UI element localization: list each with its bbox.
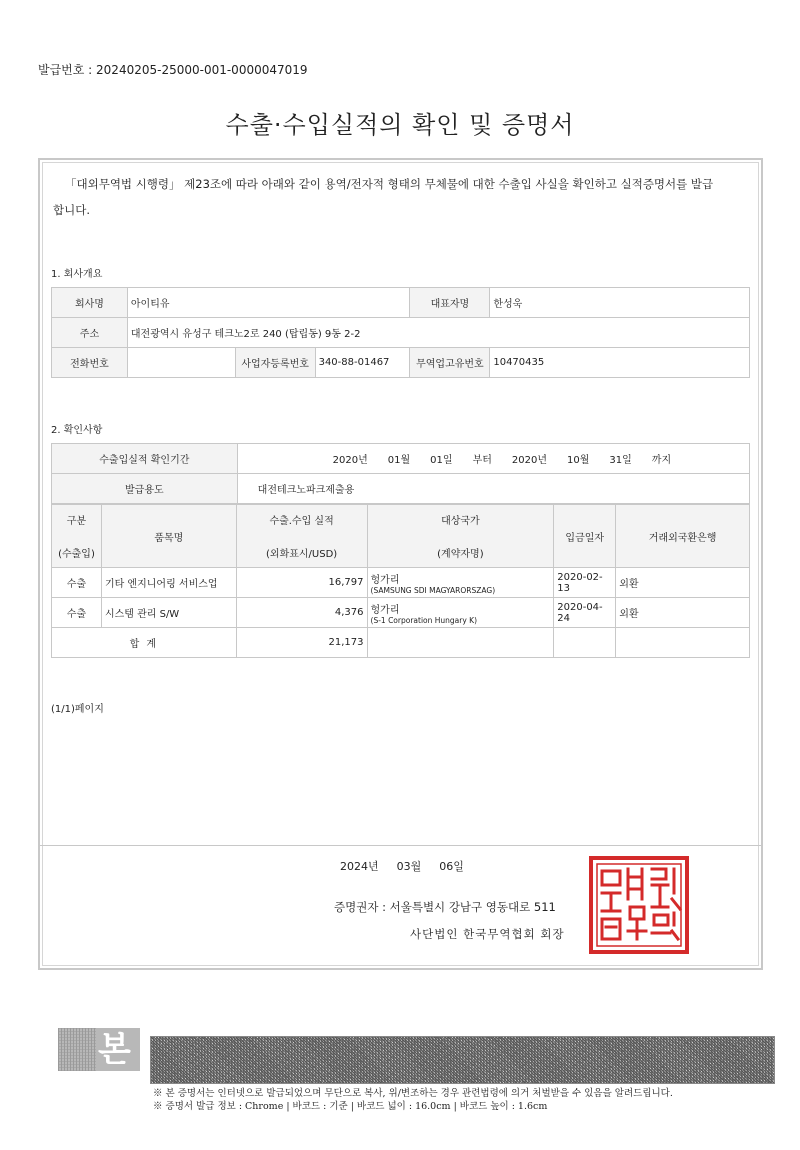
document-title: 수출·수입실적의 확인 및 증명서 <box>225 111 575 139</box>
record-country-name: 헝가리 <box>370 574 400 586</box>
section-company-label: 1. 회사개요 <box>51 269 103 280</box>
issue-number: 발급번호 : 20240205-25000-001-0000047019 <box>38 63 308 77</box>
header-amount-line2: (외화표시/USD) <box>266 549 338 560</box>
issuer-address: 증명권자 : 서울특별시 강남구 영동대로 511 <box>334 900 556 914</box>
association-name: 사단법인 한국무역협회 회장 <box>410 927 565 941</box>
period-start-month: 01월 <box>387 455 411 466</box>
record-type: 수출 <box>52 598 102 628</box>
record-country <box>367 568 554 598</box>
security-barcode <box>150 1036 775 1084</box>
cert-year: 2024년 <box>340 860 379 873</box>
record-bank: 외환 <box>616 598 750 628</box>
cert-month: 03월 <box>396 860 422 873</box>
address-label: 주소 <box>52 318 128 348</box>
header-amount <box>236 505 367 568</box>
header-type-line2: (수출입) <box>58 549 95 560</box>
period-end-day: 31일 <box>609 455 632 466</box>
record-contractor: (SAMSUNG SDI MAGYARORSZAG) <box>370 585 496 595</box>
section-confirm-label: 2. 확인사항 <box>51 425 103 436</box>
records-table <box>51 504 750 658</box>
confirm-table <box>51 443 750 504</box>
table-row <box>52 598 750 628</box>
record-country-name: 헝가리 <box>370 604 400 616</box>
intro-text-end: 합니다. <box>53 203 90 217</box>
company-table <box>51 287 750 378</box>
header-date: 입금일자 <box>554 505 616 568</box>
record-date: 2020-02-13 <box>554 568 616 598</box>
record-item: 기타 엔지니어링 서비스업 <box>101 568 236 598</box>
period-start-year: 2020년 <box>332 455 368 466</box>
period-end-year: 2020년 <box>511 455 547 466</box>
company-name-label: 회사명 <box>52 288 128 318</box>
period-from: 부터 <box>472 455 492 466</box>
header-item: 품목명 <box>101 505 236 568</box>
representative-label: 대표자명 <box>410 288 490 318</box>
official-seal-icon <box>588 855 690 955</box>
header-amount-line1: 수출.수입 실적 <box>269 516 334 527</box>
certificate-date <box>340 858 482 874</box>
table-row <box>52 568 750 598</box>
record-contractor: (S-1 Corporation Hungary K) <box>370 615 478 625</box>
record-item: 시스템 관리 S/W <box>101 598 236 628</box>
record-type: 수출 <box>52 568 102 598</box>
watermark-badge <box>58 1028 140 1071</box>
header-type-line1: 구분 <box>66 516 87 527</box>
header-country-line1: 대상국가 <box>441 516 480 527</box>
company-name-value: 아이티유 <box>127 288 410 318</box>
period-start-day: 01일 <box>430 455 453 466</box>
header-country <box>367 505 554 568</box>
representative-value: 한성욱 <box>490 288 750 318</box>
total-value: 21,173 <box>236 628 367 658</box>
header-bank: 거래외국환은행 <box>616 505 750 568</box>
trade-number-label: 무역업고유번호 <box>410 348 490 378</box>
business-number-label: 사업자등록번호 <box>235 348 315 378</box>
purpose-value: 대전테크노파크제출용 <box>237 474 749 504</box>
address-value: 대전광역시 유성구 테크노2로 240 (탑립동) 9동 2-2 <box>127 318 749 348</box>
record-amount: 4,376 <box>236 598 367 628</box>
period-label: 수출입실적 확인기간 <box>52 444 238 474</box>
period-to: 까지 <box>651 455 672 466</box>
business-number-value: 340-88-01467 <box>315 348 410 378</box>
record-amount: 16,797 <box>236 568 367 598</box>
total-label: 합 계 <box>52 628 237 658</box>
watermark-text: 본 <box>98 1030 131 1070</box>
record-bank: 외환 <box>616 568 750 598</box>
footer-note-warning: ※ 본 증명서는 인터넷으로 발급되었으며 무단으로 복사, 위/변조하는 경우 관련법령에 의거 처벌받을 수 있음을 알려드립니다. <box>153 1088 673 1099</box>
cert-day: 06일 <box>439 860 464 873</box>
record-country <box>367 598 554 628</box>
header-country-line2: (계약자명) <box>437 549 484 560</box>
total-row <box>52 628 750 658</box>
purpose-label: 발급용도 <box>52 474 238 504</box>
period-end-month: 10월 <box>567 455 590 466</box>
footer-notes <box>153 1087 673 1113</box>
phone-label: 전화번호 <box>52 348 128 378</box>
footer-note-issue-info: ※ 증명서 발급 정보 : Chrome | 바코드 : 기준 | 바코드 넓이 : 16.0cm | 바코드 높이 : 1.6cm <box>153 1101 548 1112</box>
trade-number-value: 10470435 <box>490 348 750 378</box>
signature-divider <box>40 845 761 846</box>
period-value <box>237 444 749 474</box>
phone-value <box>127 348 235 378</box>
record-date: 2020-04-24 <box>554 598 616 628</box>
header-type <box>52 505 102 568</box>
page-indicator: (1/1)페이지 <box>51 704 104 715</box>
intro-text: 「대외무역법 시행령」 제23조에 따라 아래와 같이 용역/전자적 형태의 무체물에 대한 수출입 사실을 확인하고 실적증명서를 발급 <box>65 177 714 191</box>
